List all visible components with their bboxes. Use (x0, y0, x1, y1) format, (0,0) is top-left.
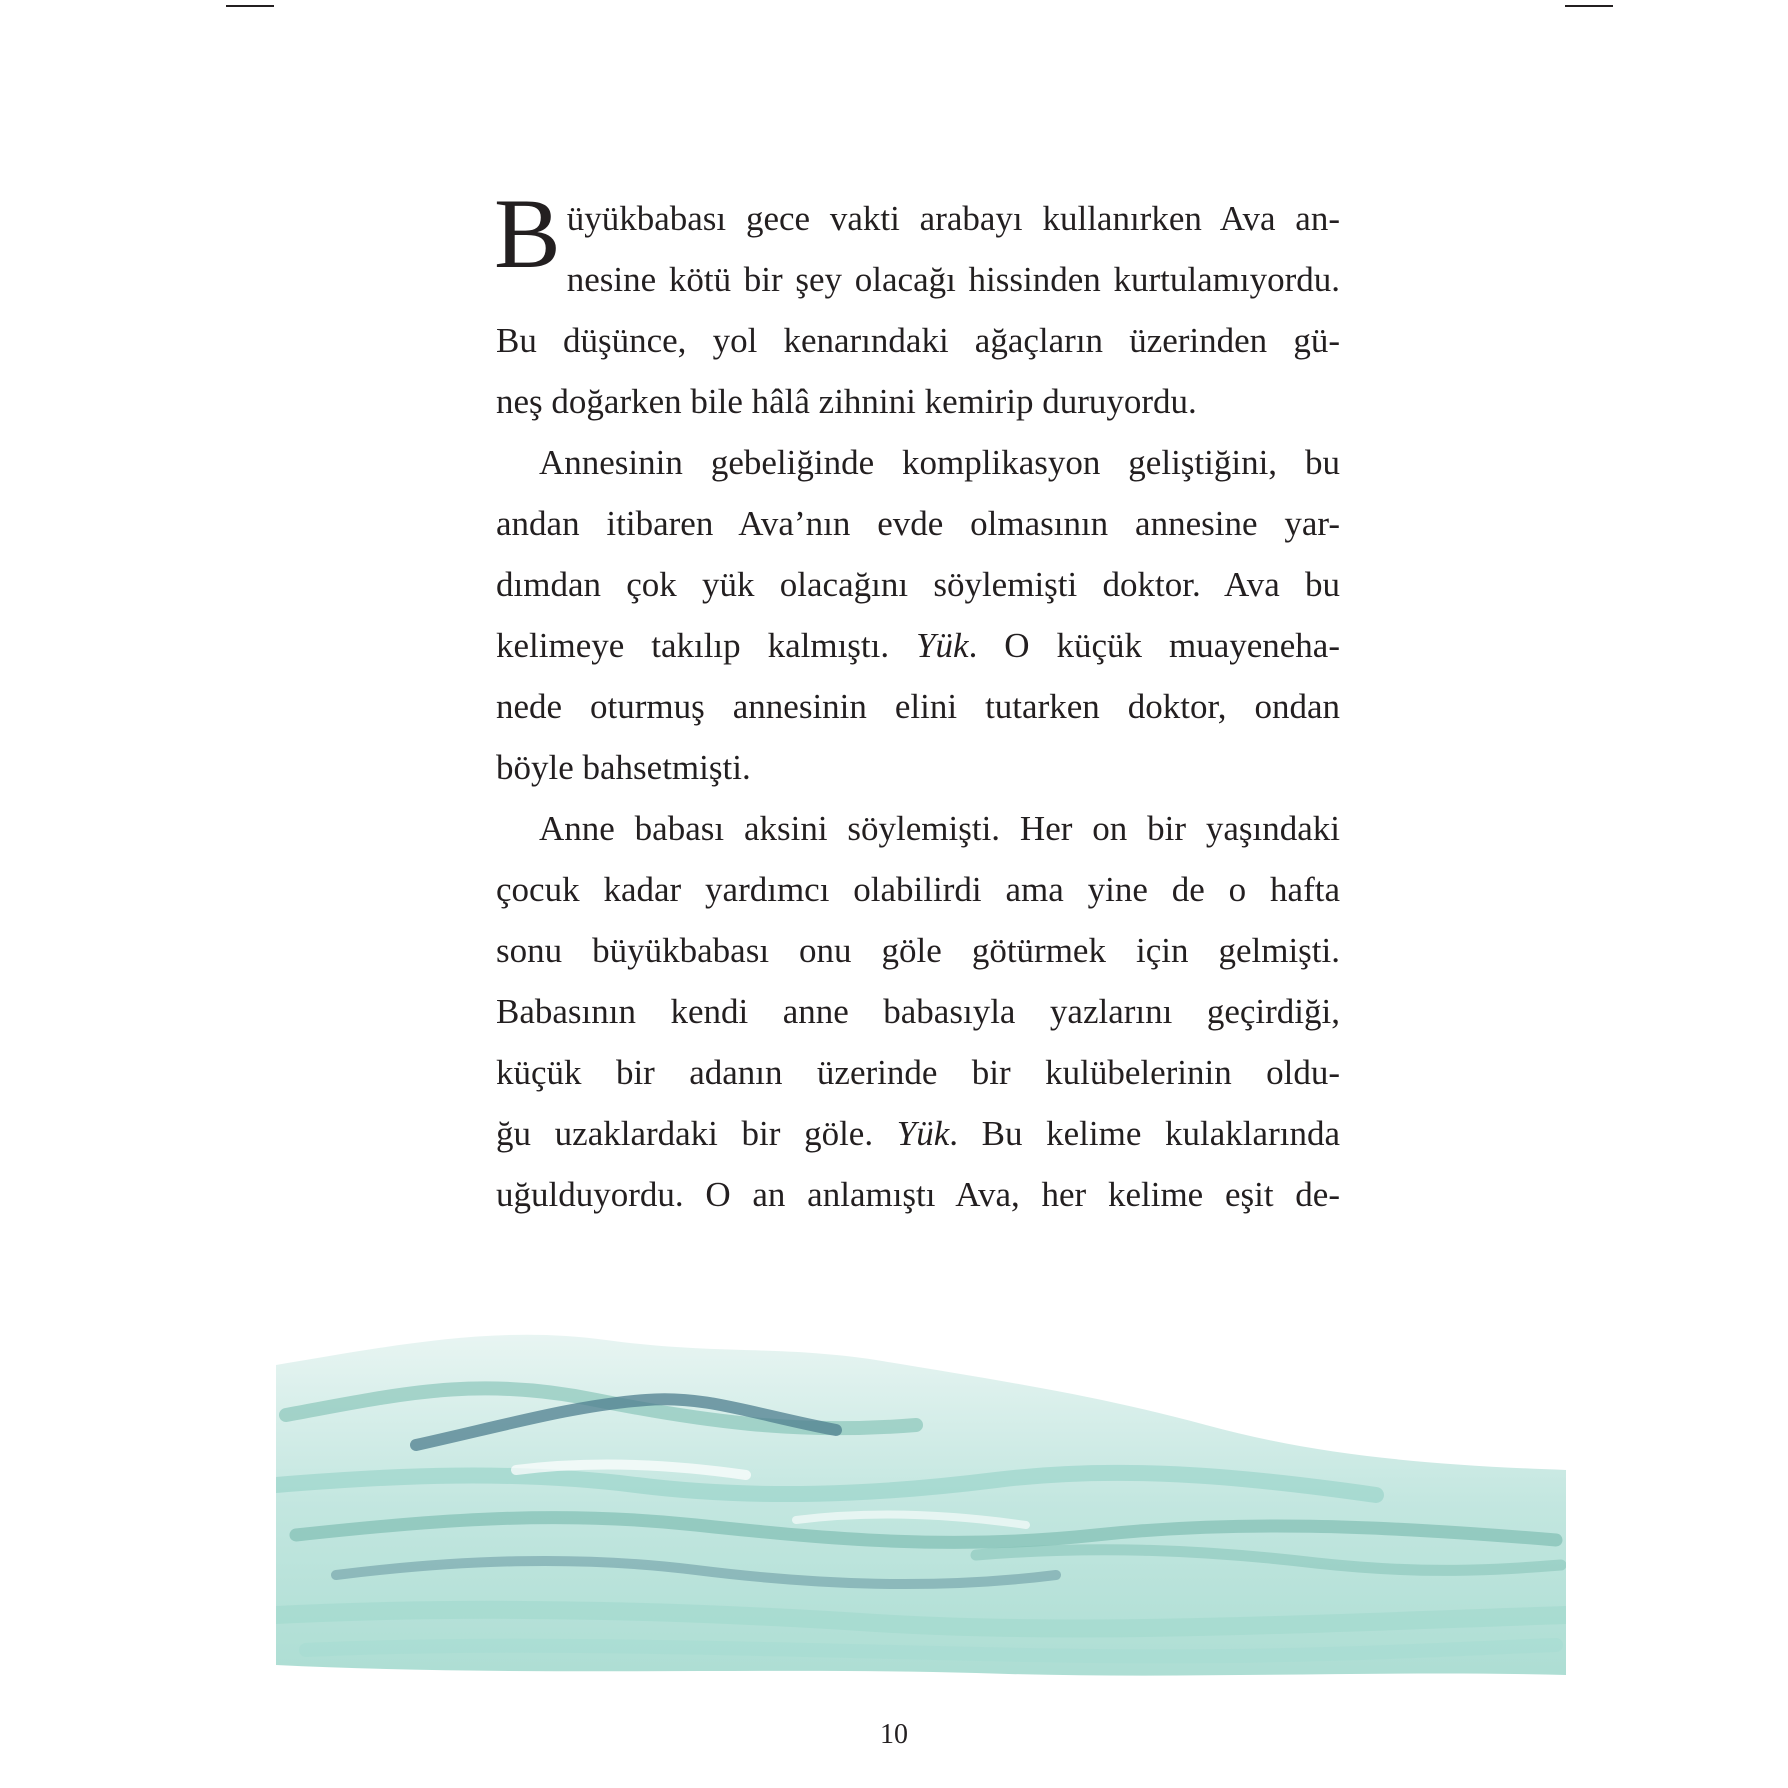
text-line (496, 1103, 1340, 1164)
text-line: nesine kötü bir şey olacağı hissinden kurtulamıyordu. (566, 260, 1340, 299)
text-line: böyle bahsetmişti. (496, 748, 751, 787)
paragraph-1 (494, 178, 1340, 432)
drop-cap: B (494, 178, 561, 289)
text-line: Bu düşünce, yol kenarındaki ağaçların üzerinden gü- (496, 321, 1340, 360)
text-line: Babasının kendi anne babasıyla yazlarını geçirdiği, (496, 992, 1340, 1031)
italic-word: Yük (896, 1114, 950, 1153)
text-line: uğulduyordu. O an anlamıştı Ava, her kelime eşit de- (496, 1175, 1340, 1214)
text-line: nede oturmuş annesinin elini tutarken doktor, ondan (496, 687, 1340, 726)
text-line: üyükbabası gece vakti arabayı kullanırken Ava an- (566, 199, 1340, 238)
text-line: neş doğarken bile hâlâ zihnini kemirip duruyordu. (496, 382, 1197, 421)
paragraph-2 (496, 432, 1340, 798)
text-line: çocuk kadar yardımcı olabilirdi ama yine de o hafta (496, 870, 1340, 909)
italic-word: Yük (916, 626, 969, 665)
text-line: Annesinin gebeliğinde komplikasyon geliştiğini, bu (539, 443, 1340, 482)
crop-mark-left (226, 5, 274, 7)
page-number: 10 (880, 1719, 908, 1750)
text-span: kelimeye takılıp kalmıştı. (496, 626, 917, 665)
watercolor-water-illustration (276, 1305, 1566, 1685)
text-line: andan itibaren Ava’nın evde olmasının annesine yar- (496, 504, 1340, 543)
text-line: dımdan çok yük olacağını söylemişti doktor. Ava bu (496, 565, 1340, 604)
text-line: sonu büyükbabası onu göle götürmek için gelmişti. (496, 931, 1340, 970)
text-line (496, 615, 1340, 676)
text-line: küçük bir adanın üzerinde bir kulübelerinin oldu- (496, 1053, 1340, 1092)
text-line: Anne babası aksini söylemişti. Her on bir yaşındaki (539, 809, 1340, 848)
body-text (494, 178, 1340, 1225)
text-span: . Bu kelime kulaklarında (949, 1114, 1340, 1153)
text-span: ğu uzaklardaki bir göle. (496, 1114, 897, 1153)
paragraph-3 (496, 798, 1340, 1225)
crop-mark-right (1565, 5, 1613, 7)
text-span: . O küçük muayeneha- (968, 626, 1340, 665)
